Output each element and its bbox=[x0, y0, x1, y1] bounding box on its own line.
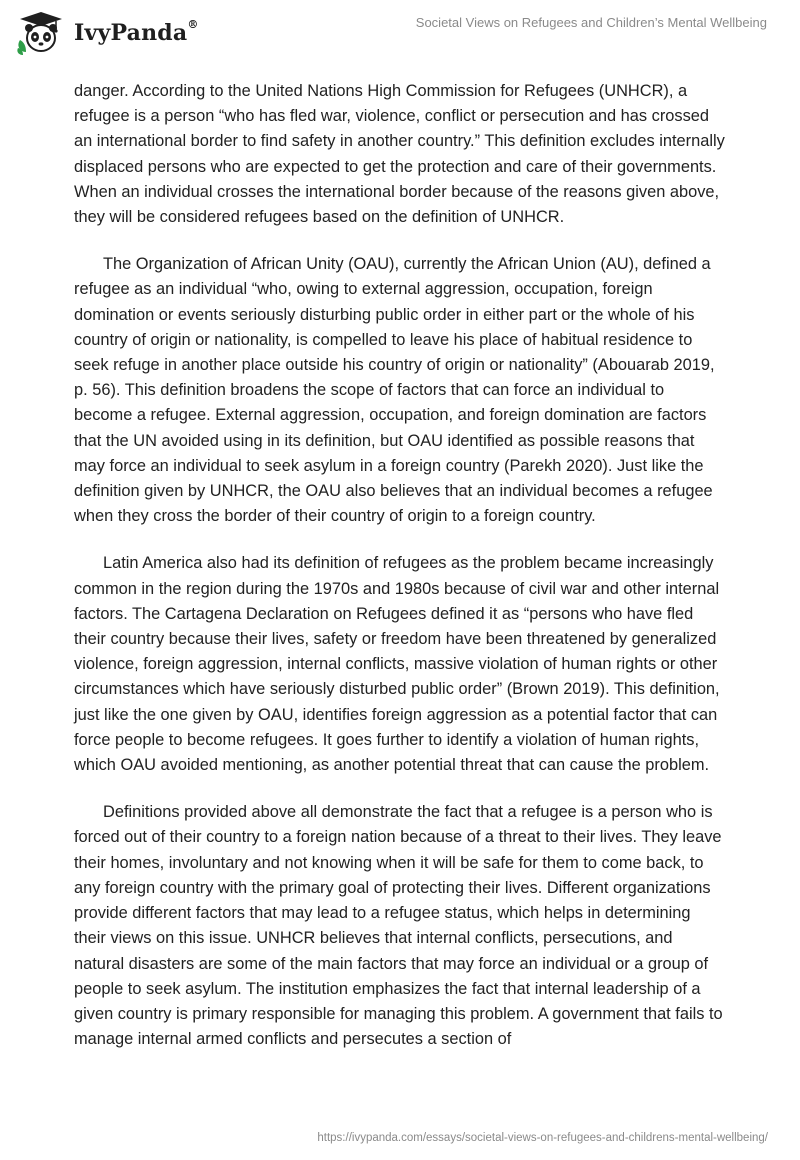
page-header bbox=[0, 0, 800, 72]
essay-body bbox=[74, 79, 726, 1074]
paragraph-3: Latin America also had its definition of refugees as the problem became increasingly common in the region during the 1970s and 1980s because of civil war and other internal factors. The Cartagena Declaration on Refugees defined it as “persons who have fled their country because their lives, safety or freedom have been threatened by generalized violence, foreign aggression, internal conflicts, massive violation of human rights or other circumstances which have seriously disturbed public order” (Brown 2019). This definition, just like the one given by OAU, identifies foreign aggression as a potential factor that can force people to become refugees. It goes further to identify a violation of human rights, which OAU avoided mentioning, as another potential threat that can cause the problem. bbox=[74, 554, 720, 775]
paragraph-4: Definitions provided above all demonstrate the fact that a refugee is a person who is forced out of their country to a foreign nation because of a threat to their lives. They leave their homes, involuntary and not knowing when it will be safe for them to come back, to any foreign country with the primary goal of protecting their lives. Different organizations provide different factors that may lead to a refugee status, which helps in determining their views on this issue. UNHCR believes that internal conflicts, persecutions, and natural disasters are some of the main factors that may force an individual or a group of people to seek asylum. The institution emphasizes the fact that internal leadership of a given country is primary responsible for managing this problem. A government that fails to manage internal armed conflicts and persecutes a section of bbox=[74, 803, 723, 1049]
source-url-link[interactable]: https://ivypanda.com/essays/societal-views-on-refugees-and-childrens-mental-wellbeing/ bbox=[317, 1132, 768, 1144]
ivypanda-logo[interactable] bbox=[16, 10, 199, 56]
document-title: Societal Views on Refugees and Children’s Mental Wellbeing bbox=[415, 15, 767, 30]
panda-graduate-icon bbox=[16, 10, 66, 56]
brand-name: IvyPanda® bbox=[74, 18, 199, 46]
paragraph-2: The Organization of African Unity (OAU), currently the African Union (AU), defined a refugee as an individual “who, owing to external aggression, occupation, foreign domination or events seriously disturbing public order in either part or the whole of his country of origin or nationality, is compelled to leave his place of habitual residence to seek refuge in another place outside his country of origin or nationality” (Abouarab 2019, p. 56). This definition broadens the scope of factors that can force an individual to become a refugee. External aggression, occupation, and foreign domination are factors that the UN avoided using in its definition, but OAU identified as possible reasons that may force an individual to seek asylum in a foreign country (Parekh 2020). Just like the definition given by UNHCR, the OAU also believes that an individual becomes a refugee when they cross the border of their country of origin to a foreign country. bbox=[74, 255, 715, 526]
registered-mark: ® bbox=[187, 18, 199, 31]
paragraph-1: danger. According to the United Nations High Commission for Refugees (UNHCR), a refugee is a person “who has fled war, violence, conflict or persecution and has crossed an international border to find safety in another country.” This definition excludes internally displaced persons who are expected to get the protection and care of their governments. When an individual crosses the international border because of the reasons given above, they will be considered refugees based on the definition of UNHCR. bbox=[74, 82, 725, 227]
